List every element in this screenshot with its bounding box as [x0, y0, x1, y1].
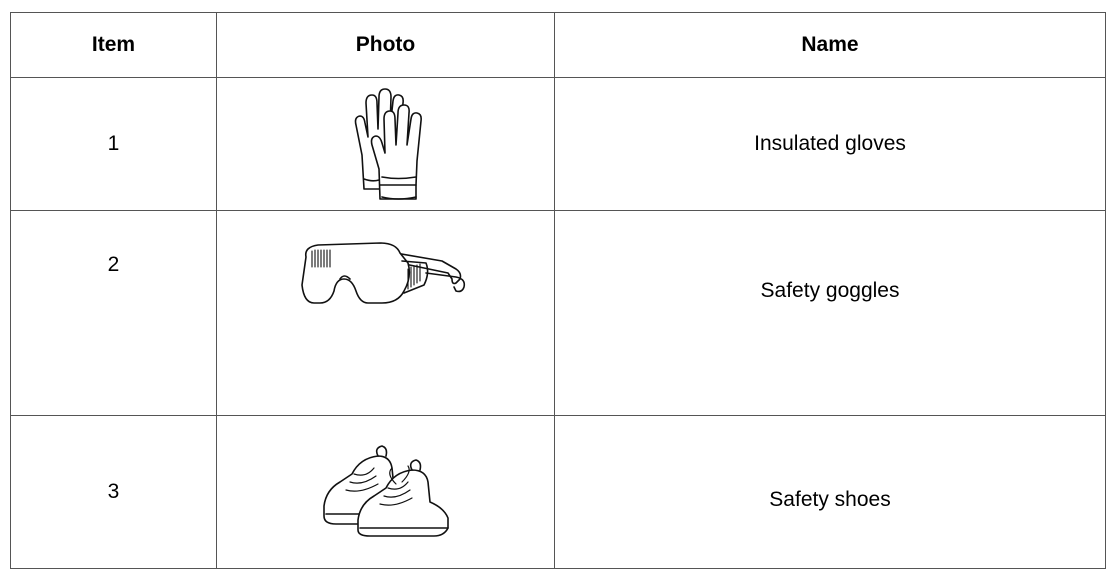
ppe-table	[10, 12, 1106, 569]
header-name: Name	[555, 13, 1106, 78]
table-header-row	[11, 13, 1106, 78]
item-name: Safety shoes	[555, 416, 1106, 569]
item-number: 2	[11, 211, 217, 416]
safety-goggles-icon	[296, 233, 476, 313]
table-row	[11, 416, 1106, 569]
table-row	[11, 78, 1106, 211]
photo-cell	[217, 78, 555, 211]
insulated-gloves-icon	[346, 85, 426, 203]
photo-cell	[217, 416, 555, 569]
item-number: 3	[11, 416, 217, 569]
table-row	[11, 211, 1106, 416]
header-item: Item	[11, 13, 217, 78]
item-name: Insulated gloves	[555, 78, 1106, 211]
safety-shoes-icon	[316, 444, 456, 540]
item-name: Safety goggles	[555, 211, 1106, 416]
header-photo: Photo	[217, 13, 555, 78]
photo-cell	[217, 211, 555, 416]
item-number: 1	[11, 78, 217, 211]
